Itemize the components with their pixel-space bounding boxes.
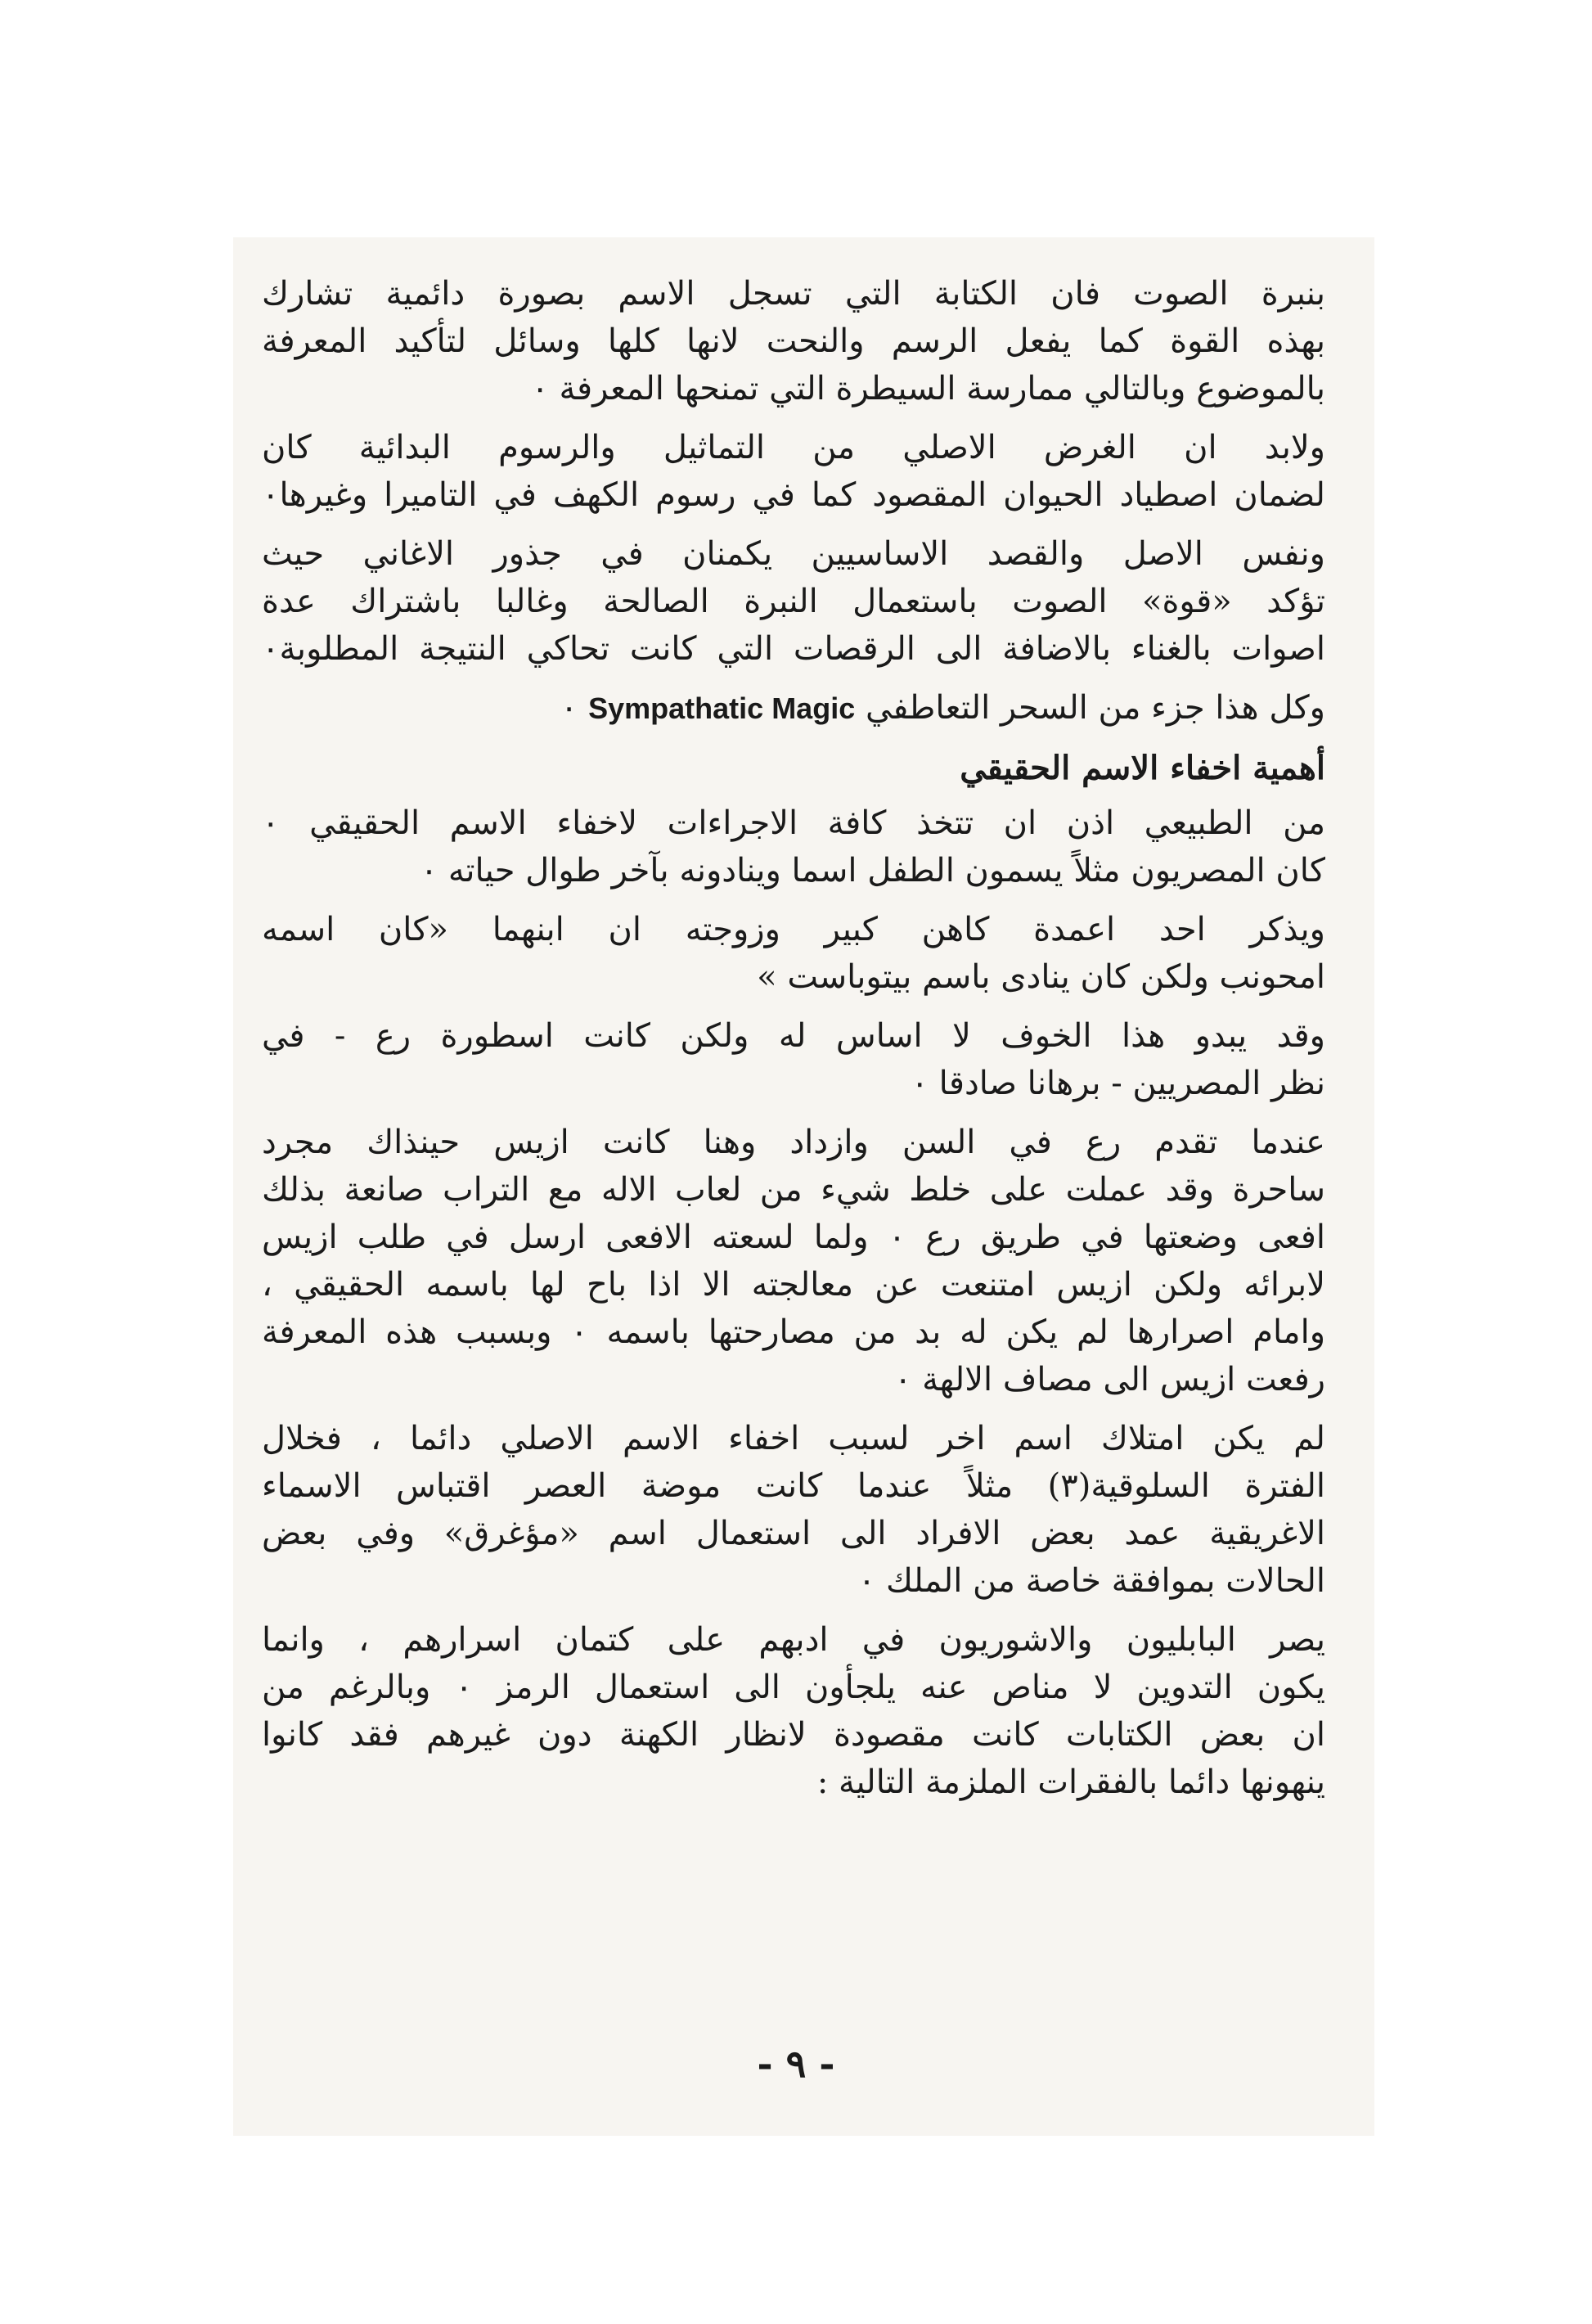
text-line: ان بعض الكتابات كانت مقصودة لانظار الكهنة دون غيرهم فقد كانوا: [262, 1716, 1325, 1754]
text-line: ويذكر احد اعمدة كاهن كبير وزوجته ان ابنهما «كان اسمه: [262, 911, 1325, 948]
text-line: كان المصريون مثلاً يسمون الطفل اسما وينادونه بآخر طوال حياته ٠: [420, 852, 1325, 890]
page-number: - ٩ -: [757, 2042, 835, 2086]
text-line: يكون التدوين لا مناص عنه يلجأون الى استعمال الرمز ٠ وبالرغم من: [262, 1669, 1325, 1706]
text-line: وامام اصرارها لم يكن له بد من مصارحتها باسمه ٠ وبسبب هذه المعرفة: [262, 1313, 1325, 1351]
paragraph-5: [262, 799, 1325, 894]
text-line: الفترة السلوقية(٣) مثلاً عندما كانت موضة العصر اقتباس الاسماء: [262, 1467, 1325, 1505]
text-line: بهذه القوة كما يفعل الرسم والنحت لانها كلها وسائل لتأكيد المعرفة: [262, 322, 1325, 360]
paragraph-6: [262, 906, 1325, 1001]
text-line: يصر البابليون والاشوريون في ادبهم على كتمان اسرارهم ، وانما: [262, 1621, 1325, 1659]
arabic-text: وكل هذا جزء من السحر التعاطفي: [865, 689, 1325, 727]
paragraph-8: [262, 1119, 1325, 1403]
text-line: [262, 684, 1325, 732]
main-text: [262, 270, 1325, 1817]
paragraph-10: [262, 1616, 1325, 1806]
text-line: عندما تقدم رع في السن وازداد وهنا كانت ازيس حينذاك مجرد: [262, 1124, 1325, 1161]
text-line: امحونب ولكن كان ينادى باسم بيتوباست »: [757, 958, 1325, 996]
text-line: رفعت ازيس الى مصاف الالهة ٠: [893, 1361, 1325, 1398]
section-heading: أهمية اخفاء الاسم الحقيقي: [960, 749, 1325, 787]
text-line: وقد يبدو هذا الخوف لا اساس له ولكن كانت اسطورة رع - في: [262, 1017, 1325, 1055]
paragraph-9: [262, 1415, 1325, 1605]
text-line: تؤكد «قوة» الصوت باستعمال النبرة الصالحة وغالبا باشتراك عدة: [262, 583, 1325, 620]
text-line: لم يكن امتلاك اسم اخر لسبب اخفاء الاسم الاصلي دائما ، فخلال: [262, 1420, 1325, 1457]
text-line: ينهونها دائما بالفقرات الملزمة التالية :: [816, 1763, 1325, 1801]
sentence-end-mark: ٠: [560, 689, 578, 727]
paragraph-2: [262, 424, 1325, 519]
text-line: بالموضوع وبالتالي ممارسة السيطرة التي تمنحها المعرفة ٠: [531, 370, 1325, 408]
text-line: بنبرة الصوت فان الكتابة التي تسجل الاسم بصورة دائمية تشارك: [262, 275, 1325, 313]
latin-term: Sympathatic Magic: [588, 691, 856, 725]
paragraph-1: [262, 270, 1325, 412]
paragraph-3: [262, 530, 1325, 673]
paragraph-7: [262, 1012, 1325, 1107]
text-line: ولابد ان الغرض الاصلي من التماثيل والرسوم البدائية كان: [262, 429, 1325, 466]
text-line: نظر المصريين - برهانا صادقا ٠: [911, 1065, 1325, 1102]
text-line: من الطبيعي اذن ان تتخذ كافة الاجراءات لاخفاء الاسم الحقيقي ٠: [262, 804, 1325, 842]
text-line: لابرائه ولكن ازيس امتنعت عن معالجته الا اذا باح لها باسمه الحقيقي ،: [262, 1266, 1325, 1304]
text-line: الاغريقية عمد بعض الافراد الى استعمال اسم «مؤغرق» وفي بعض: [262, 1515, 1325, 1552]
text-line: ساحرة وقد عملت على خلط شيء من لعاب الاله مع التراب صانعة بذلك: [262, 1171, 1325, 1209]
paragraph-4: [262, 684, 1325, 732]
text-line: الحالات بموافقة خاصة من الملك ٠: [857, 1562, 1325, 1600]
text-line: اصوات بالغناء بالاضافة الى الرقصات التي كانت تحاكي النتيجة المطلوبة٠: [262, 630, 1325, 668]
text-line: افعى وضعتها في طريق رع ٠ ولما لسعته الافعى ارسل في طلب ازيس: [262, 1218, 1325, 1256]
text-line: لضمان اصطياد الحيوان المقصود كما في رسوم الكهف في التاميرا وغيرها٠: [262, 476, 1325, 514]
text-line: ونفس الاصل والقصد الاساسيين يكمنان في جذور الاغاني حيث: [262, 535, 1325, 573]
